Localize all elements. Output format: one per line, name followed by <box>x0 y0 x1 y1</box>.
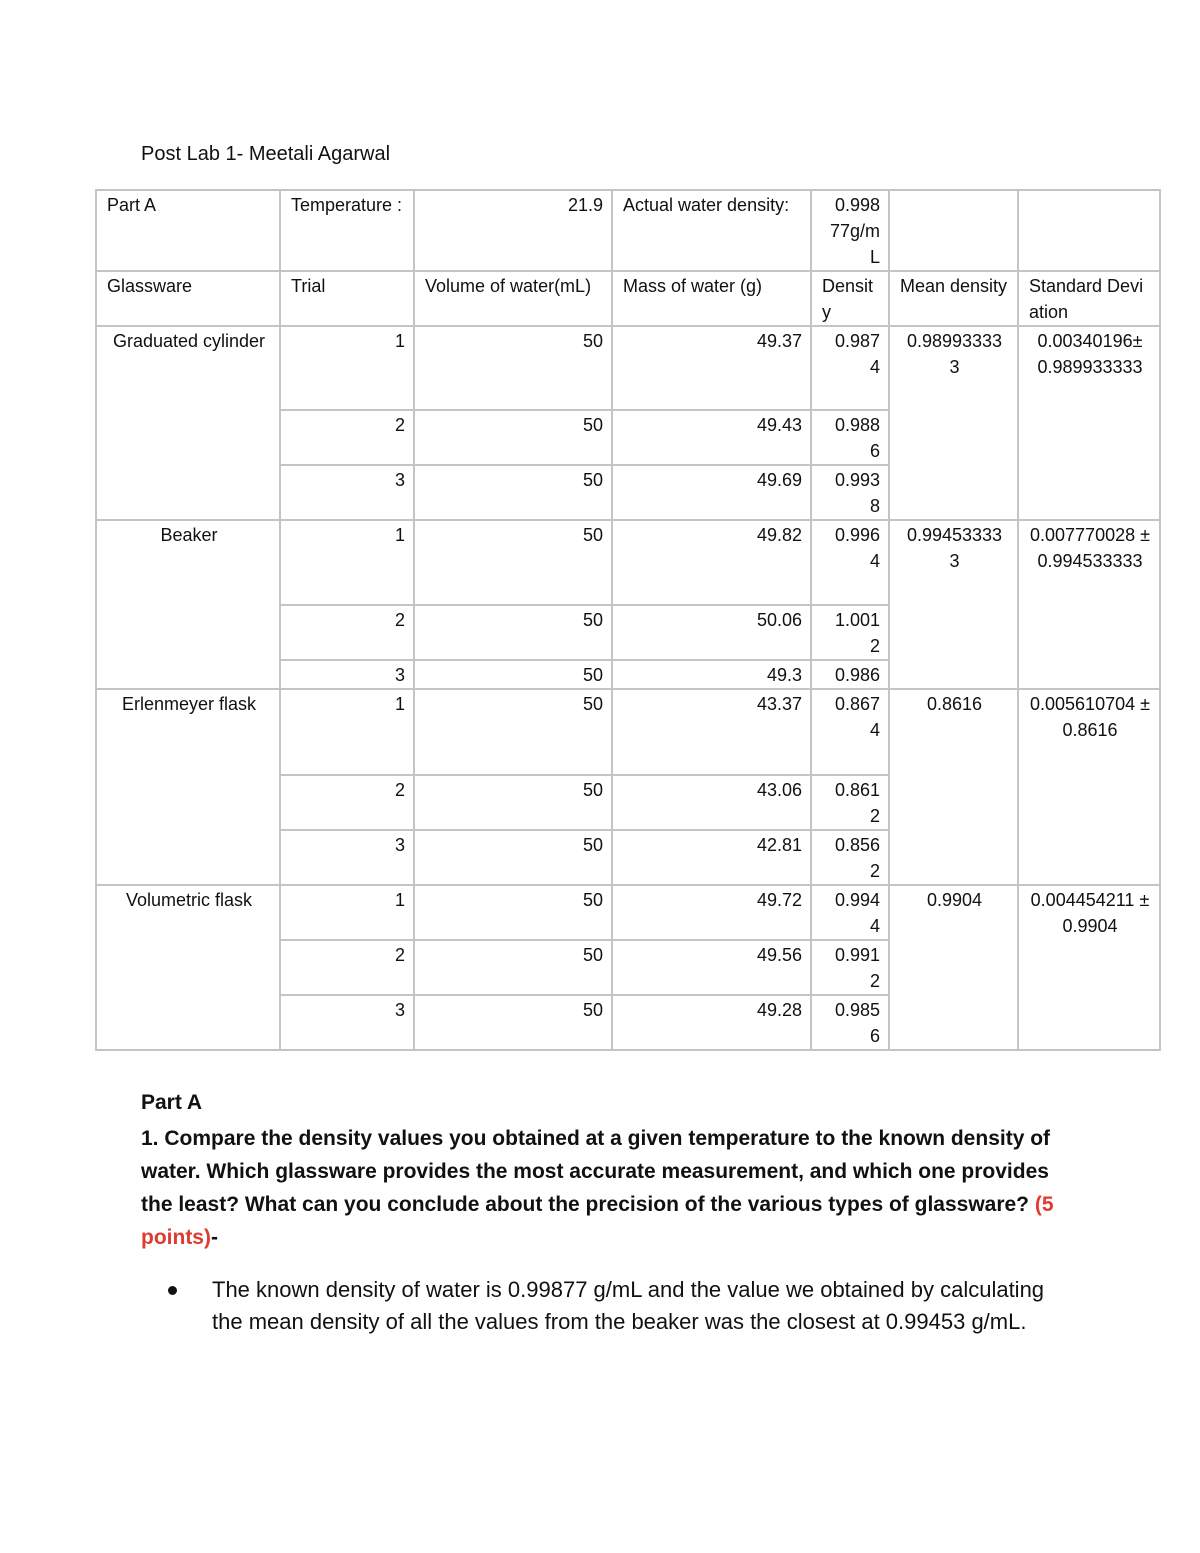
cell-mean: 0.98993333 3 <box>889 326 1018 410</box>
cell-mean: 0.99453333 3 <box>889 520 1018 605</box>
cell-empty <box>1018 660 1160 689</box>
cell-empty <box>1018 940 1160 995</box>
table-row <box>96 605 1160 660</box>
cell-density: 0.985 6 <box>811 995 889 1050</box>
cell-density: 0.996 4 <box>811 520 889 605</box>
cell-empty <box>96 605 280 660</box>
cell-mass: 43.37 <box>612 689 811 775</box>
table-row <box>96 410 1160 465</box>
cell-density: 0.987 4 <box>811 326 889 410</box>
cell-glassware: Graduated cylinder <box>96 326 280 410</box>
cell-mass: 49.82 <box>612 520 811 605</box>
cell-volume: 50 <box>414 689 612 775</box>
question-number: 1. <box>141 1127 159 1150</box>
cell-empty <box>889 830 1018 885</box>
cell-actual-density-label: Actual water density: <box>612 190 811 271</box>
cell-mass: 43.06 <box>612 775 811 830</box>
cell-temperature-value: 21.9 <box>414 190 612 271</box>
cell-density: 0.993 8 <box>811 465 889 520</box>
cell-volume: 50 <box>414 520 612 605</box>
table-row <box>96 190 1160 271</box>
cell-trial: 2 <box>280 775 414 830</box>
table-row <box>96 775 1160 830</box>
cell-empty <box>889 465 1018 520</box>
cell-empty <box>1018 410 1160 465</box>
table-header-row <box>96 271 1160 326</box>
cell-trial: 2 <box>280 605 414 660</box>
cell-empty <box>1018 190 1160 271</box>
cell-volume: 50 <box>414 775 612 830</box>
cell-empty <box>889 660 1018 689</box>
column-header-trial: Trial <box>280 271 414 326</box>
cell-std: 0.007770028 ± 0.994533333 <box>1018 520 1160 605</box>
cell-trial: 3 <box>280 465 414 520</box>
table-row <box>96 885 1160 940</box>
cell-empty <box>96 465 280 520</box>
cell-volume: 50 <box>414 830 612 885</box>
cell-temperature-label: Temperature : <box>280 190 414 271</box>
question-dash: - <box>210 1226 218 1249</box>
column-header-volume: Volume of water(mL) <box>414 271 612 326</box>
column-header-std: Standard Deviation <box>1018 271 1160 326</box>
answer-bullet <box>168 1274 1068 1338</box>
cell-empty <box>96 830 280 885</box>
cell-empty <box>96 660 280 689</box>
cell-mass: 49.3 <box>612 660 811 689</box>
answer-text: The known density of water is 0.99877 g/mL and the value we obtained by calculating the mean density of all the values from the beaker was the closest at 0.99453 g/mL. <box>212 1277 1045 1334</box>
cell-std: 0.00340196± 0.989933333 <box>1018 326 1160 410</box>
cell-volume: 50 <box>414 885 612 940</box>
cell-trial: 2 <box>280 940 414 995</box>
cell-mass: 50.06 <box>612 605 811 660</box>
table-row <box>96 520 1160 605</box>
cell-trial: 1 <box>280 326 414 410</box>
cell-mass: 42.81 <box>612 830 811 885</box>
cell-density: 1.001 2 <box>811 605 889 660</box>
cell-density: 0.861 2 <box>811 775 889 830</box>
column-header-mass: Mass of water (g) <box>612 271 811 326</box>
cell-volume: 50 <box>414 410 612 465</box>
question-points: (5 points) <box>141 1193 1054 1249</box>
cell-empty <box>889 995 1018 1050</box>
cell-volume: 50 <box>414 465 612 520</box>
table-row <box>96 660 1160 689</box>
cell-empty <box>889 775 1018 830</box>
cell-density: 0.991 2 <box>811 940 889 995</box>
cell-mean: 0.9904 <box>889 885 1018 940</box>
cell-trial: 3 <box>280 660 414 689</box>
cell-trial: 2 <box>280 410 414 465</box>
cell-empty <box>96 775 280 830</box>
cell-empty <box>889 190 1018 271</box>
cell-trial: 1 <box>280 885 414 940</box>
section-heading: Part A <box>141 1091 203 1114</box>
cell-empty <box>889 940 1018 995</box>
cell-empty <box>889 410 1018 465</box>
cell-mass: 49.72 <box>612 885 811 940</box>
cell-empty <box>1018 465 1160 520</box>
cell-trial: 3 <box>280 995 414 1050</box>
cell-empty <box>1018 830 1160 885</box>
table-row <box>96 689 1160 775</box>
cell-mass: 49.69 <box>612 465 811 520</box>
cell-volume: 50 <box>414 995 612 1050</box>
column-header-density: Densit y <box>811 271 889 326</box>
cell-glassware: Volumetric flask <box>96 885 280 940</box>
column-header-mean: Mean density <box>889 271 1018 326</box>
cell-part-label: Part A <box>96 190 280 271</box>
cell-volume: 50 <box>414 326 612 410</box>
cell-glassware: Erlenmeyer flask <box>96 689 280 775</box>
cell-density: 0.986 <box>811 660 889 689</box>
table-row <box>96 465 1160 520</box>
column-header-glassware: Glassware <box>96 271 280 326</box>
cell-trial: 1 <box>280 689 414 775</box>
cell-mass: 49.56 <box>612 940 811 995</box>
cell-volume: 50 <box>414 605 612 660</box>
cell-empty <box>1018 775 1160 830</box>
cell-empty <box>889 605 1018 660</box>
cell-volume: 50 <box>414 660 612 689</box>
question-1 <box>141 1122 1076 1254</box>
cell-trial: 1 <box>280 520 414 605</box>
cell-density: 0.988 6 <box>811 410 889 465</box>
cell-actual-density-value: 0.998 77g/m L <box>811 190 889 271</box>
cell-glassware: Beaker <box>96 520 280 605</box>
table-row <box>96 830 1160 885</box>
cell-std: 0.004454211 ± 0.9904 <box>1018 885 1160 940</box>
density-table <box>95 189 1161 1051</box>
cell-empty <box>1018 995 1160 1050</box>
cell-trial: 3 <box>280 830 414 885</box>
bullet-icon <box>168 1286 177 1295</box>
cell-mass: 49.43 <box>612 410 811 465</box>
cell-empty <box>1018 605 1160 660</box>
cell-mass: 49.37 <box>612 326 811 410</box>
question-text: Compare the density values you obtained at a given temperature to the known density of water. Which glassware provides the most accurate measurement, and which one provides the least? What can you conclude about the precision of the various types of glassware? <box>141 1127 1051 1216</box>
cell-density: 0.994 4 <box>811 885 889 940</box>
cell-mass: 49.28 <box>612 995 811 1050</box>
table-row <box>96 940 1160 995</box>
cell-std: 0.005610704 ± 0.8616 <box>1018 689 1160 775</box>
cell-empty <box>96 995 280 1050</box>
cell-empty <box>96 940 280 995</box>
page-title: Post Lab 1- Meetali Agarwal <box>141 143 391 165</box>
cell-empty <box>96 410 280 465</box>
cell-volume: 50 <box>414 940 612 995</box>
cell-density: 0.856 2 <box>811 830 889 885</box>
table-row <box>96 995 1160 1050</box>
cell-density: 0.867 4 <box>811 689 889 775</box>
cell-mean: 0.8616 <box>889 689 1018 775</box>
table-row <box>96 326 1160 410</box>
